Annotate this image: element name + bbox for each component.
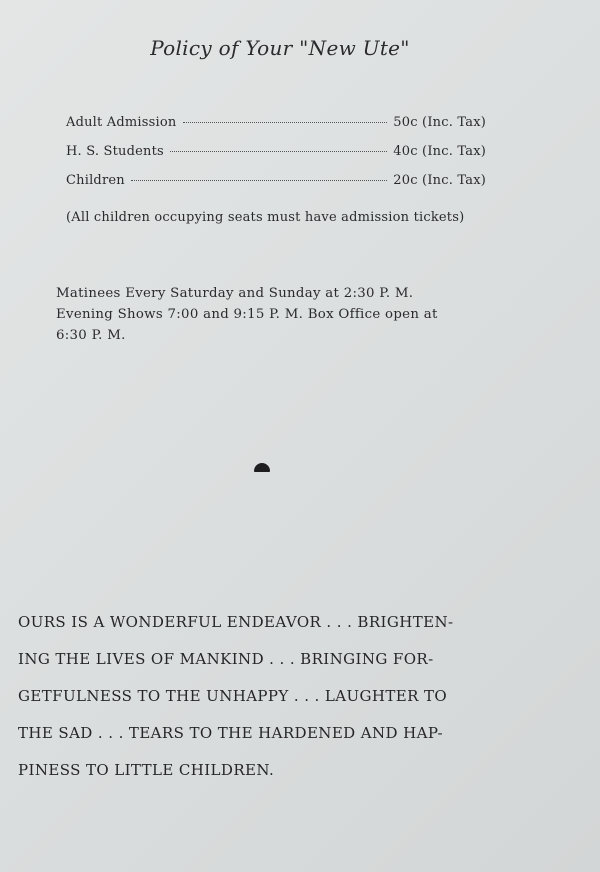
show-schedule — [56, 283, 496, 346]
motto-paragraph — [18, 604, 488, 789]
price-label: H. S. Students — [66, 144, 164, 159]
ink-mark-decoration — [254, 463, 270, 472]
motto-line: OURS IS A WONDERFUL ENDEAVOR . . . BRIGHTEN- — [18, 613, 454, 631]
price-value: 50c (Inc. Tax) — [393, 115, 486, 130]
price-row-adult — [66, 115, 486, 144]
schedule-line: Matinees Every Saturday and Sunday at 2:30 P. M. — [56, 286, 414, 301]
page-title: Policy of Your "New Ute" — [150, 36, 410, 60]
price-label: Children — [66, 173, 125, 188]
motto-line: PINESS TO LITTLE CHILDREN. — [18, 761, 275, 779]
dot-leader — [131, 180, 387, 181]
schedule-line: 6:30 P. M. — [56, 328, 126, 343]
price-row-students — [66, 144, 486, 173]
motto-line: ING THE LIVES OF MANKIND . . . BRINGING FOR- — [18, 650, 434, 668]
admission-note: (All children occupying seats must have admission tickets) — [66, 210, 465, 225]
price-value: 20c (Inc. Tax) — [393, 173, 486, 188]
motto-line: GETFULNESS TO THE UNHAPPY . . . LAUGHTER TO — [18, 687, 448, 705]
schedule-line: Evening Shows 7:00 and 9:15 P. M. Box Office open at — [56, 307, 438, 322]
price-label: Adult Admission — [66, 115, 177, 130]
motto-line: THE SAD . . . TEARS TO THE HARDENED AND HAP- — [18, 724, 443, 742]
dot-leader — [183, 122, 388, 123]
price-value: 40c (Inc. Tax) — [393, 144, 486, 159]
price-list — [66, 115, 486, 202]
price-row-children — [66, 173, 486, 202]
dot-leader — [170, 151, 387, 152]
